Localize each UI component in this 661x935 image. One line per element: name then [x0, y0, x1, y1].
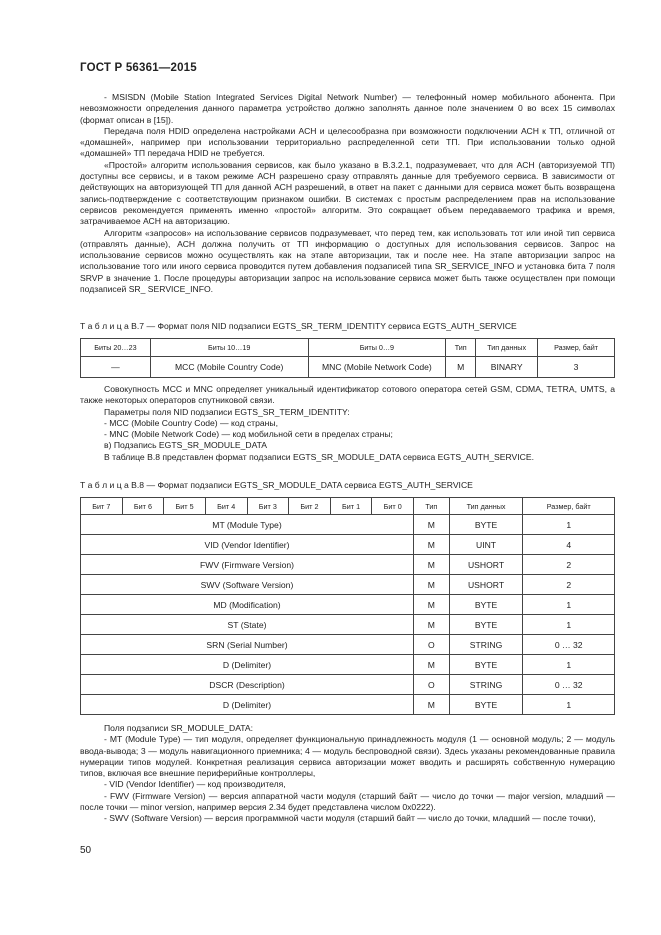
column-header: Тип	[414, 498, 450, 515]
column-header: Бит 4	[205, 498, 247, 515]
middle-text-block	[80, 384, 615, 463]
page-number: 50	[80, 845, 92, 856]
table-cell: MCC (Mobile Country Code)	[150, 357, 308, 378]
type-cell: M	[414, 595, 450, 615]
table-cell: BINARY	[476, 357, 538, 378]
data-type-cell: BYTE	[449, 615, 523, 635]
paragraph: Передача поля HDID определена настройками АСН и целесообразна при возможности подключении АСН к ТП, отличной от «домашней», например при использовании территориально распределенной сети ТП. При использовании только одной «домашней» ТП передача HDID не требуется.	[80, 125, 615, 159]
size-cell: 4	[523, 535, 615, 555]
table-row	[81, 695, 615, 715]
column-header: Бит 5	[164, 498, 206, 515]
data-type-cell: BYTE	[449, 515, 523, 535]
size-cell: 1	[523, 595, 615, 615]
type-cell: M	[414, 655, 450, 675]
paragraph: - MNC (Mobile Network Code) — код мобильной сети в пределах страны;	[104, 429, 393, 440]
bottom-text-block	[80, 723, 615, 825]
column-header: Бит 2	[289, 498, 331, 515]
type-cell: O	[414, 675, 450, 695]
column-header: Тип	[446, 339, 476, 357]
data-type-cell: BYTE	[449, 695, 523, 715]
table-cell: 3	[538, 357, 615, 378]
table-row	[81, 555, 615, 575]
field-name-cell: DSCR (Description)	[81, 675, 414, 695]
paragraph: - VID (Vendor Identifier) — код производителя,	[104, 779, 286, 790]
table-row	[81, 515, 615, 535]
paragraph: «Простой» алгоритм использования сервисов, как было указано в В.3.2.1, подразумевает, что для АСН (авторизуемой ТП) доступны все сервисы, и в таком режиме АСН разрешено сразу отправлять данные для требуемого сервиса. В зависимости от действующих на авторизующей ТП для данной АСН разрешений, в ответ на пакет с данными для сервиса может быть возвращена запись-подтверждение с соответствующим признаком ошибки. В системах с простым распределением прав на использование сервисов рекомендуется применять именно «простой» алгоритм. Это сокращает объем передаваемого трафика и время, затрачиваемое АСН на авторизацию.	[80, 159, 615, 227]
column-header: Размер, байт	[538, 339, 615, 357]
column-header: Бит 0	[372, 498, 414, 515]
column-header: Бит 1	[330, 498, 372, 515]
table-b7-caption: Т а б л и ц а В.7 — Формат поля NID подзаписи EGTS_SR_TERM_IDENTITY сервиса EGTS_AUTH_SERVICE	[80, 321, 517, 331]
type-cell: M	[414, 555, 450, 575]
data-type-cell: STRING	[449, 635, 523, 655]
table-header-row	[81, 339, 615, 357]
size-cell: 1	[523, 615, 615, 635]
type-cell: M	[414, 535, 450, 555]
field-name-cell: SWV (Software Version)	[81, 575, 414, 595]
data-type-cell: USHORT	[449, 555, 523, 575]
data-type-cell: BYTE	[449, 595, 523, 615]
field-name-cell: ST (State)	[81, 615, 414, 635]
field-name-cell: FWV (Firmware Version)	[81, 555, 414, 575]
table-cell: M	[446, 357, 476, 378]
table-row	[81, 357, 615, 378]
size-cell: 0 … 32	[523, 635, 615, 655]
type-cell: M	[414, 515, 450, 535]
table-b7	[80, 338, 615, 378]
table-b8	[80, 497, 615, 715]
top-text-block	[80, 92, 615, 295]
table-b8-caption: Т а б л и ц а В.8 — Формат подзаписи EGTS_SR_MODULE_DATA сервиса EGTS_AUTH_SERVICE	[80, 480, 473, 490]
column-header: Бит 3	[247, 498, 289, 515]
table-row	[81, 655, 615, 675]
column-header: Тип данных	[476, 339, 538, 357]
column-header: Биты 10…19	[150, 339, 308, 357]
paragraph: Алгоритм «запросов» на использование сервисов подразумевает, что перед тем, как использовать тот или иной тип сервиса (отправлять данные), АСН должна получить от ТП информацию о доступных для использования сервисов. Запрос на использование сервисов можно осуществлять как на этапе авторизации, так и после нее. На этапе авторизации запрос на использование того или иного сервиса проводится путем добавления подзаписей типа SR_SERVICE_INFO и установка бита 7 поля SRVP в значение 1. После процедуры авторизации запрос на использование сервиса может быть также осуществлен при помощи подзаписей SR_ SERVICE_INFO.	[80, 227, 615, 295]
column-header: Биты 0…9	[308, 339, 446, 357]
field-name-cell: MD (Modification)	[81, 595, 414, 615]
paragraph: - MCC (Mobile Country Code) — код страны,	[104, 417, 278, 428]
column-header: Бит 7	[81, 498, 123, 515]
size-cell: 2	[523, 575, 615, 595]
size-cell: 1	[523, 655, 615, 675]
table-row	[81, 675, 615, 695]
size-cell: 2	[523, 555, 615, 575]
column-header: Размер, байт	[523, 498, 615, 515]
paragraph: В таблице В.8 представлен формат подзаписи EGTS_SR_MODULE_DATA сервиса EGTS_AUTH_SERVICE.	[104, 451, 534, 462]
data-type-cell: USHORT	[449, 575, 523, 595]
column-header: Биты 20…23	[81, 339, 151, 357]
type-cell: M	[414, 615, 450, 635]
field-name-cell: VID (Vendor Identifier)	[81, 535, 414, 555]
size-cell: 1	[523, 695, 615, 715]
table-row	[81, 615, 615, 635]
paragraph: - MSISDN (Mobile Station Integrated Services Digital Network Number) — телефонный номер мобильного абонента. При невозможности определения данного параметра устройство должно заполнять данное поле значением 0 во всех 15 символах (формат описан в [15]).	[80, 92, 615, 125]
data-type-cell: STRING	[449, 675, 523, 695]
type-cell: O	[414, 635, 450, 655]
paragraph: Параметры поля NID подзаписи EGTS_SR_TERM_IDENTITY:	[104, 406, 350, 417]
paragraph: в) Подзапись EGTS_SR_MODULE_DATA	[104, 440, 268, 451]
table-cell: MNC (Mobile Network Code)	[308, 357, 446, 378]
field-name-cell: MT (Module Type)	[81, 515, 414, 535]
column-header: Тип данных	[449, 498, 523, 515]
size-cell: 1	[523, 515, 615, 535]
table-row	[81, 575, 615, 595]
field-name-cell: SRN (Serial Number)	[81, 635, 414, 655]
paragraph: Совокупность MCC и MNC определяет уникальный идентификатор сотового оператора сетей GSM, CDMA, TETRA, UMTS, а также некоторых операторов спутниковой связи.	[80, 384, 615, 406]
data-type-cell: UINT	[449, 535, 523, 555]
table-row	[81, 535, 615, 555]
paragraph: Поля подзаписи SR_MODULE_DATA:	[104, 723, 254, 733]
size-cell: 0 … 32	[523, 675, 615, 695]
paragraph: - SWV (Software Version) — версия программной части модуля (старший байт — число до точки, младший — после точки),	[104, 813, 596, 824]
column-header: Бит 6	[122, 498, 164, 515]
field-name-cell: D (Delimiter)	[81, 695, 414, 715]
data-type-cell: BYTE	[449, 655, 523, 675]
table-row	[81, 595, 615, 615]
table-cell: —	[81, 357, 151, 378]
document-header: ГОСТ Р 56361—2015	[80, 62, 197, 74]
type-cell: M	[414, 695, 450, 715]
table-header-row	[81, 498, 615, 515]
paragraph: - MT (Module Type) — тип модуля, определяет функциональную принадлежность модуля (1 — основной модуль; 2 — модуль ввода-вывода; 3 — модуль навигационного приемника; 4 — модуль беспроводной связи). Здесь указаны рекомендованные правила нумерации типов модулей. Конкретная реализация сервиса авторизации может вводить и расширять собственную нумерацию типов, включая все внешние периферийные контроллеры,	[80, 734, 615, 779]
table-b8-body	[81, 515, 615, 715]
table-row	[81, 635, 615, 655]
paragraph: - FWV (Firmware Version) — версия аппаратной части модуля (старший байт — число до точки — major version, младший — после точки — minor version, например версия 2.34 будет представлена числом 0x0222).	[80, 790, 615, 813]
field-name-cell: D (Delimiter)	[81, 655, 414, 675]
type-cell: M	[414, 575, 450, 595]
